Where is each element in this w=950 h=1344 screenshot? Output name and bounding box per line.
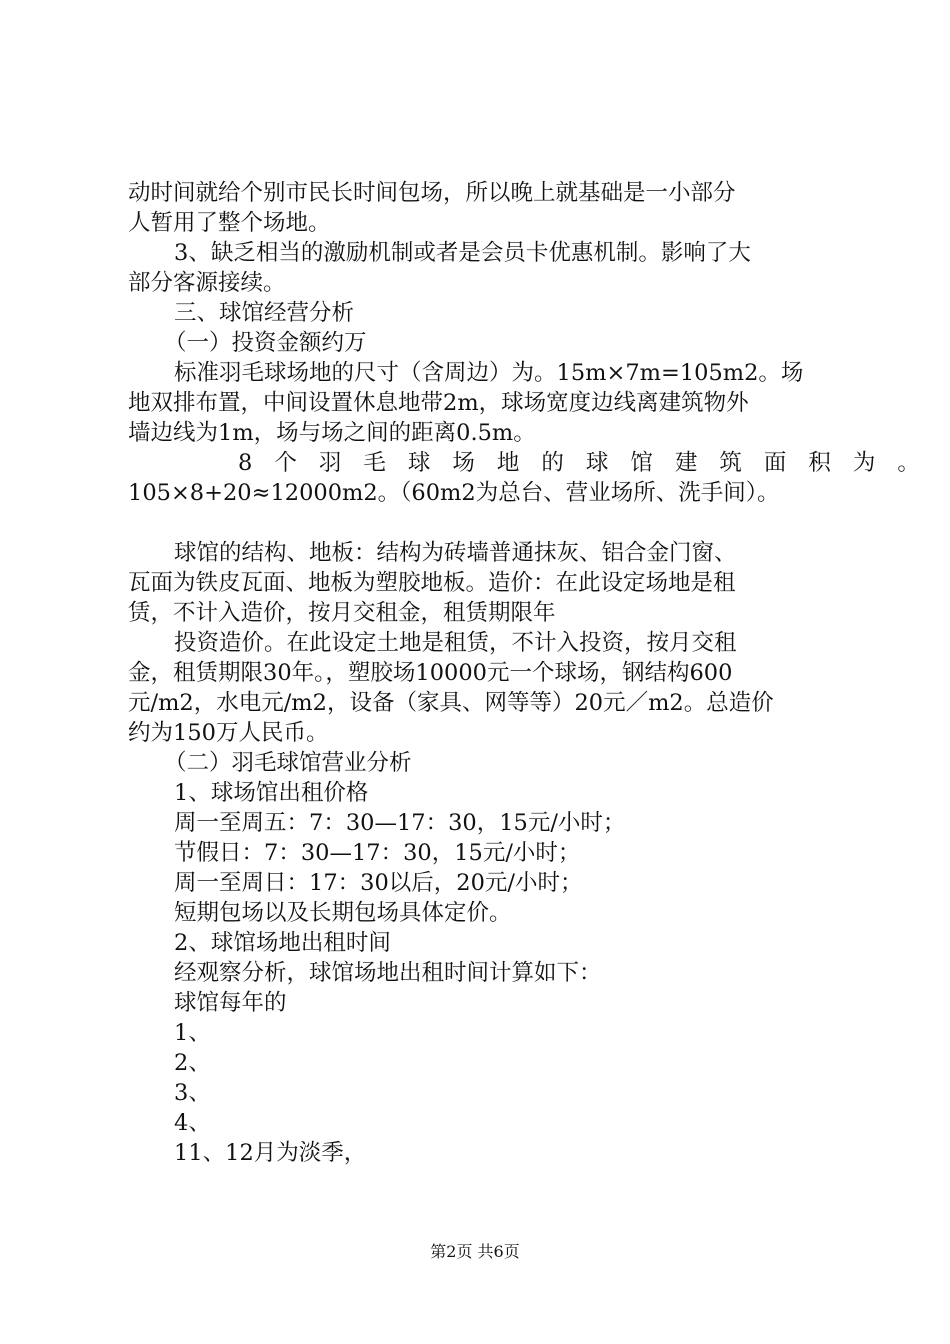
list-item: 3、: [174, 1080, 211, 1106]
paragraph-line: 经观察分析，球馆场地出租时间计算如下：: [174, 960, 602, 986]
section-heading: 三、球馆经营分析: [174, 300, 355, 326]
paragraph-line: 部分客源接续。: [128, 270, 286, 296]
subsection-heading: （二）羽毛球馆营业分析: [164, 750, 412, 776]
paragraph-line: 地双排布置，中间设置休息地带2m，球场宽度边线离建筑物外: [128, 390, 749, 416]
price-item: 周一至周五：7：30—17：30，15元/小时；: [174, 810, 626, 836]
paragraph-line: 球馆的结构、地板：结构为砖墙普通抹灰、铝合金门窗、: [174, 540, 737, 566]
paragraph-line: 赁，不计入造价，按月交租金，租赁期限年: [128, 600, 556, 626]
list-heading: 2、球馆场地出租时间: [174, 930, 391, 956]
paragraph-line: 动时间就给个别市民长时间包场，所以晚上就基础是一小部分: [128, 180, 736, 206]
list-item: 4、: [174, 1110, 211, 1136]
list-heading: 1、球场馆出租价格: [174, 780, 369, 806]
paragraph-line: 人暂用了整个场地。: [128, 210, 331, 236]
paragraph-line: 瓦面为铁皮瓦面、地板为塑胶地板。造价：在此设定场地是租: [128, 570, 736, 596]
document-body: [128, 178, 942, 1168]
price-item: 周一至周日：17：30以后，20元/小时；: [174, 870, 583, 896]
paragraph-line: 球馆每年的: [174, 990, 287, 1016]
paragraph-line: 3、缺乏相当的激励机制或者是会员卡优惠机制。影响了大: [174, 240, 751, 266]
page-footer: 第2页 共6页: [430, 1242, 520, 1261]
list-item: 2、: [174, 1050, 211, 1076]
paragraph-line: 投资造价。在此设定土地是租赁，不计入投资，按月交租: [174, 630, 737, 656]
list-item: 11、12月为淡季，: [174, 1140, 367, 1166]
paragraph-line: 墙边线为1m，场与场之间的距离0.5m。: [128, 420, 536, 446]
paragraph-line: 金，租赁期限30年。，塑胶场10000元一个球场，钢结构600: [128, 660, 733, 686]
blank-line: [128, 508, 828, 538]
subsection-heading: （一）投资金额约万: [164, 330, 367, 356]
paragraph-line: 约为150万人民币。: [128, 720, 329, 746]
list-item: 1、: [174, 1020, 211, 1046]
paragraph-line: 8个羽毛球场地的球馆建筑面积为。: [238, 450, 942, 476]
paragraph-line: 105×8+20≈12000m2。（60m2为总台、营业场所、洗手间）。: [128, 480, 780, 506]
paragraph-line: 短期包场以及长期包场具体定价。: [174, 900, 512, 926]
paragraph-line: 标准羽毛球场地的尺寸（含周边）为。15m×7m=105m2。场: [174, 360, 804, 386]
paragraph-line: 元/m2，水电元/m2，设备（家具、网等等）20元／m2。总造价: [128, 690, 774, 716]
price-item: 节假日：7：30—17：30，15元/小时；: [174, 840, 581, 866]
